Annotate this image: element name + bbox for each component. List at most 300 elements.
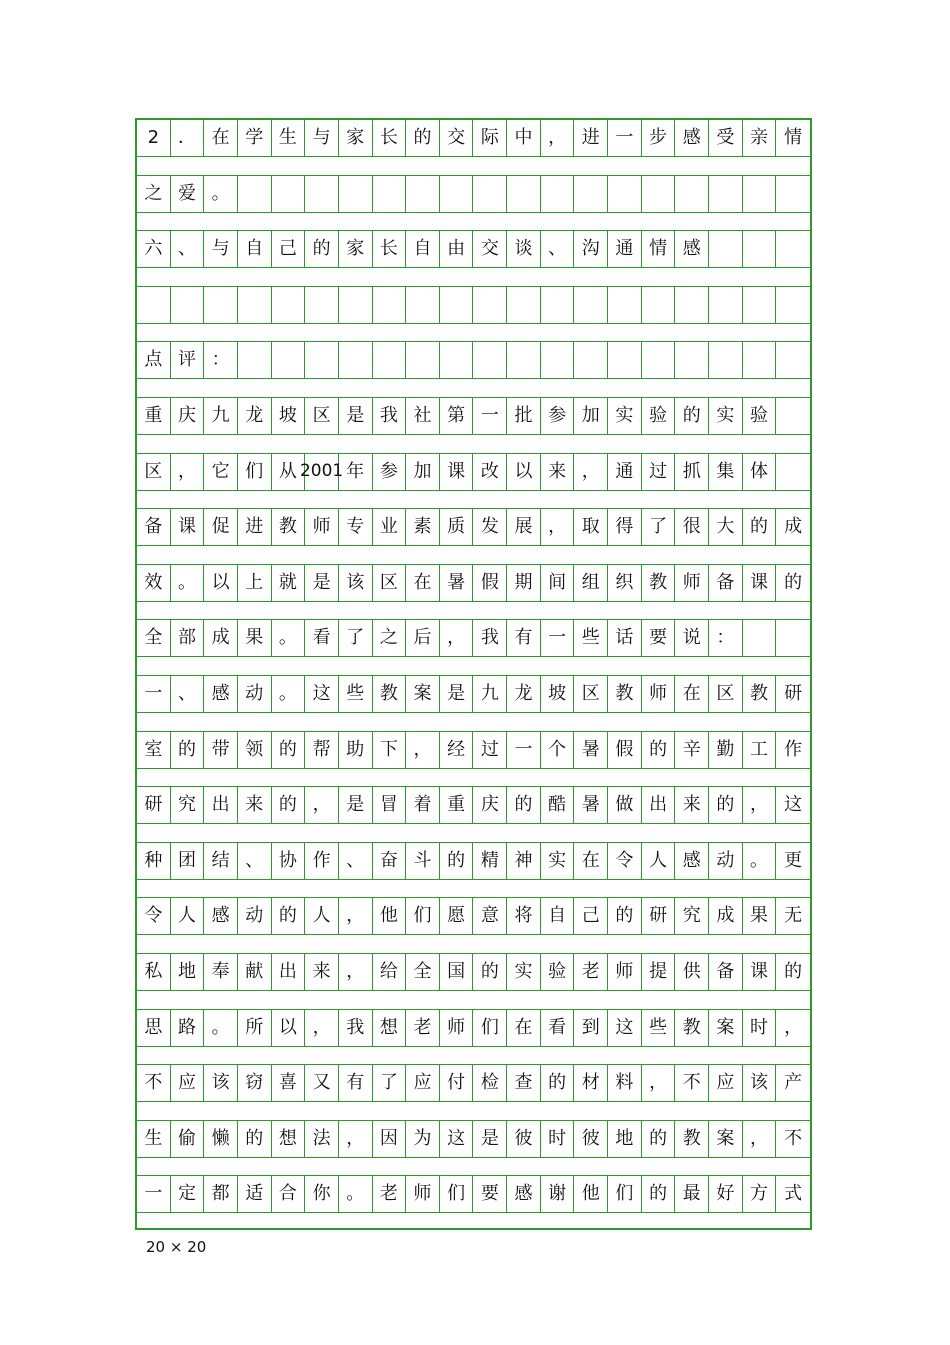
grid-cell: 时 — [541, 1121, 575, 1157]
grid-cell — [440, 342, 474, 378]
grid-cell — [709, 231, 743, 267]
grid-cell — [608, 342, 642, 378]
grid-cell: 参 — [541, 398, 575, 434]
grid-cell: 的 — [709, 787, 743, 823]
grid-cell: 的 — [238, 1121, 272, 1157]
grid-cell: 的 — [474, 954, 508, 990]
grid-cell: 人 — [642, 843, 676, 879]
grid-cell: 感 — [507, 1176, 541, 1212]
grid-cell: 以 — [204, 565, 238, 601]
grid-cell: 冒 — [373, 787, 407, 823]
grid-row — [137, 676, 810, 713]
grid-cell: 愿 — [440, 898, 474, 934]
grid-cell: 下 — [373, 732, 407, 768]
grid-cell: 间 — [541, 565, 575, 601]
grid-cell: 自 — [406, 231, 440, 267]
grid-cell: 中 — [507, 120, 541, 156]
grid-cell: 龙 — [507, 676, 541, 712]
grid-cell: 窃 — [238, 1065, 272, 1101]
grid-cell: 、 — [171, 231, 205, 267]
grid-cell: 看 — [541, 1010, 575, 1046]
grid-cell: 第 — [440, 398, 474, 434]
grid-cell: 因 — [373, 1121, 407, 1157]
grid-cell: 、 — [171, 676, 205, 712]
grid-cell: 它 — [204, 454, 238, 490]
grid-cell: 教 — [642, 565, 676, 601]
grid-cell: 们 — [238, 454, 272, 490]
row-spacer — [137, 991, 810, 1010]
grid-cell: 一 — [608, 120, 642, 156]
grid-cell: 爱 — [171, 176, 205, 212]
grid-cell — [776, 176, 810, 212]
grid-cell — [743, 342, 777, 378]
grid-cell: 都 — [204, 1176, 238, 1212]
grid-cell: 师 — [608, 954, 642, 990]
grid-cell: 感 — [204, 898, 238, 934]
grid-cell — [709, 176, 743, 212]
grid-cell: 了 — [373, 1065, 407, 1101]
grid-cell: 与 — [204, 231, 238, 267]
grid-cell — [440, 176, 474, 212]
grid-cell: 学 — [238, 120, 272, 156]
grid-cell: 暑 — [574, 787, 608, 823]
grid-cell: 、 — [339, 843, 373, 879]
grid-cell: 些 — [642, 1010, 676, 1046]
grid-cell: 取 — [574, 509, 608, 545]
grid-cell: 全 — [137, 620, 171, 656]
grid-cell — [743, 620, 777, 656]
grid-cell — [406, 176, 440, 212]
grid-cell: 令 — [137, 898, 171, 934]
grid-cell: 区 — [574, 676, 608, 712]
row-spacer — [137, 1047, 810, 1066]
grid-cell: 的 — [608, 898, 642, 934]
grid-cell: 专 — [339, 509, 373, 545]
grid-cell: 实 — [709, 398, 743, 434]
grid-cell: 精 — [474, 843, 508, 879]
row-spacer — [137, 157, 810, 176]
grid-cell: 的 — [675, 398, 709, 434]
grid-row — [137, 231, 810, 268]
grid-cell: 实 — [507, 954, 541, 990]
grid-cell: 研 — [642, 898, 676, 934]
row-spacer — [137, 1102, 810, 1121]
grid-cell: 研 — [784, 683, 803, 704]
grid-cell: 献 — [238, 954, 272, 990]
grid-cell — [541, 176, 575, 212]
grid-cell: 自 — [238, 231, 272, 267]
grid-cell: 谈 — [507, 231, 541, 267]
grid-cell: 彼 — [507, 1121, 541, 1157]
grid-cell: 究 — [171, 787, 205, 823]
grid-cell: 假 — [474, 565, 508, 601]
grid-cell: ， — [574, 454, 608, 490]
grid-cell: 过 — [642, 454, 676, 490]
grid-cell: 们 — [440, 1176, 474, 1212]
grid-cell: 情 — [784, 127, 803, 148]
grid-cell: 该 — [204, 1065, 238, 1101]
grid-cell — [474, 342, 508, 378]
grid-cell: 与 — [305, 120, 339, 156]
grid-cell: 之 — [137, 176, 171, 212]
grid-row — [137, 954, 810, 991]
grid-cell: 课 — [743, 565, 777, 601]
grid-cell: 来 — [238, 787, 272, 823]
grid-cell: 些 — [339, 676, 373, 712]
grid-cell: 在 — [507, 1010, 541, 1046]
grid-cell: 备 — [137, 509, 171, 545]
grid-cell: 着 — [406, 787, 440, 823]
row-spacer — [137, 213, 810, 232]
grid-cell: 话 — [608, 620, 642, 656]
grid-cell: 以 — [507, 454, 541, 490]
grid-cell: 六 — [137, 231, 171, 267]
row-spacer — [137, 324, 810, 343]
grid-cell: 亲 — [743, 120, 777, 156]
grid-cell: 奉 — [204, 954, 238, 990]
grid-cell: 的 — [507, 787, 541, 823]
grid-cell: 们 — [608, 1176, 642, 1212]
row-spacer — [137, 880, 810, 899]
grid-cell: 成 — [709, 898, 743, 934]
grid-cell: 一 — [137, 676, 171, 712]
grid-row — [137, 787, 810, 824]
grid-cell: 的 — [171, 732, 205, 768]
grid-cell — [574, 342, 608, 378]
grid-cell: 喜 — [272, 1065, 306, 1101]
grid-cell: 很 — [675, 509, 709, 545]
grid-cell: 了 — [642, 509, 676, 545]
grid-cell: 沟 — [574, 231, 608, 267]
grid-cell — [406, 287, 440, 323]
grid-cell: 的 — [272, 787, 306, 823]
grid-cell: 是 — [305, 565, 339, 601]
grid-cell — [440, 287, 474, 323]
grid-cell: 的 — [272, 732, 306, 768]
grid-cell — [373, 287, 407, 323]
grid-cell: 查 — [507, 1065, 541, 1101]
grid-cell — [272, 342, 306, 378]
row-spacer — [137, 435, 810, 454]
grid-cell: 2001 — [305, 454, 339, 490]
grid-cell — [507, 176, 541, 212]
grid-cell: 集 — [709, 454, 743, 490]
grid-cell: 该 — [339, 565, 373, 601]
grid-row — [137, 120, 810, 157]
grid-cell: 在 — [574, 843, 608, 879]
grid-cell: 付 — [440, 1065, 474, 1101]
grid-cell: ， — [406, 732, 440, 768]
grid-cell — [675, 342, 709, 378]
grid-cell — [776, 620, 810, 656]
grid-cell: 思 — [137, 1010, 171, 1046]
grid-cell: 个 — [541, 732, 575, 768]
grid-cell: 课 — [440, 454, 474, 490]
grid-cell: 案 — [709, 1121, 743, 1157]
grid-cell: 式 — [784, 1183, 803, 1205]
grid-cell: 令 — [608, 843, 642, 879]
grid-cell — [339, 287, 373, 323]
grid-cell: 工 — [743, 732, 777, 768]
grid-cell: 组 — [574, 565, 608, 601]
grid-cell — [776, 231, 810, 267]
grid-cell: 助 — [339, 732, 373, 768]
grid-cell: ， — [339, 954, 373, 990]
grid-cell: 斗 — [406, 843, 440, 879]
row-spacer — [137, 491, 810, 510]
grid-cell — [642, 176, 676, 212]
grid-cell: 有 — [507, 620, 541, 656]
grid-cell: 九 — [204, 398, 238, 434]
grid-cell: 步 — [642, 120, 676, 156]
grid-cell: 以 — [272, 1010, 306, 1046]
grid-cell: 不 — [675, 1065, 709, 1101]
grid-cell: 暑 — [574, 732, 608, 768]
grid-cell: 庆 — [171, 398, 205, 434]
grid-cell: 织 — [608, 565, 642, 601]
grid-cell: 将 — [507, 898, 541, 934]
grid-cell: 果 — [743, 898, 777, 934]
grid-cell: 应 — [406, 1065, 440, 1101]
grid-cell: 得 — [608, 509, 642, 545]
grid-cell: 协 — [272, 843, 306, 879]
grid-cell: 通 — [608, 231, 642, 267]
row-spacer — [137, 546, 810, 565]
grid-cell: 。 — [339, 1176, 373, 1212]
grid-cell: 结 — [204, 843, 238, 879]
grid-cell: 彼 — [574, 1121, 608, 1157]
grid-cell: 坡 — [272, 398, 306, 434]
grid-cell: 地 — [608, 1121, 642, 1157]
grid-cell: 们 — [406, 898, 440, 934]
grid-cell — [743, 176, 777, 212]
grid-cell — [541, 342, 575, 378]
grid-cell: 的 — [440, 843, 474, 879]
grid-cell: 的 — [305, 231, 339, 267]
grid-cell: 感 — [675, 231, 709, 267]
grid-cell: 出 — [272, 954, 306, 990]
grid-cell — [373, 176, 407, 212]
grid-cell: 来 — [305, 954, 339, 990]
grid-cell: 的 — [406, 120, 440, 156]
grid-size-label: 20 × 20 — [146, 1238, 207, 1256]
row-spacer — [137, 1158, 810, 1177]
grid-row — [137, 1010, 810, 1047]
grid-cell: 业 — [373, 509, 407, 545]
grid-cell: 龙 — [238, 398, 272, 434]
grid-cell: 法 — [305, 1121, 339, 1157]
grid-cell: 这 — [440, 1121, 474, 1157]
grid-row — [137, 898, 810, 935]
grid-cell: 老 — [373, 1176, 407, 1212]
grid-cell: 、 — [541, 231, 575, 267]
grid-cell: 室 — [137, 732, 171, 768]
grid-cell — [474, 176, 508, 212]
grid-cell: 实 — [541, 843, 575, 879]
grid-cell: 的 — [272, 898, 306, 934]
grid-cell: 人 — [305, 898, 339, 934]
grid-cell: ， — [541, 120, 575, 156]
grid-cell: 是 — [339, 398, 373, 434]
grid-cell — [776, 454, 810, 490]
grid-cell: ， — [171, 454, 205, 490]
grid-cell: 暑 — [440, 565, 474, 601]
row-spacer — [137, 713, 810, 732]
grid-cell: 课 — [743, 954, 777, 990]
grid-cell: 方 — [743, 1176, 777, 1212]
grid-cell: 素 — [406, 509, 440, 545]
grid-cell — [238, 287, 272, 323]
grid-cell: 交 — [474, 231, 508, 267]
grid-cell: 国 — [440, 954, 474, 990]
grid-cell: 谢 — [541, 1176, 575, 1212]
grid-cell: 坡 — [541, 676, 575, 712]
grid-cell: 了 — [339, 620, 373, 656]
grid-row — [137, 565, 810, 602]
grid-cell: 老 — [574, 954, 608, 990]
grid-cell: ， — [305, 1010, 339, 1046]
grid-cell — [339, 342, 373, 378]
grid-cell: 产 — [784, 1072, 803, 1094]
grid-row — [137, 1121, 810, 1158]
grid-row — [137, 620, 810, 657]
grid-cell: 加 — [574, 398, 608, 434]
grid-cell: 无 — [784, 905, 803, 927]
grid-cell — [675, 287, 709, 323]
grid-cell — [238, 176, 272, 212]
grid-cell: 动 — [238, 898, 272, 934]
grid-cell: 做 — [608, 787, 642, 823]
grid-cell: 不 — [784, 1127, 803, 1149]
grid-cell: 家 — [339, 231, 373, 267]
grid-row — [137, 732, 810, 769]
row-spacer — [137, 379, 810, 398]
grid-cell: 检 — [474, 1065, 508, 1101]
grid-cell: 验 — [743, 398, 777, 434]
grid-cell: 的 — [784, 571, 803, 593]
grid-cell: 供 — [675, 954, 709, 990]
grid-cell: 课 — [171, 509, 205, 545]
grid-cell: 一 — [541, 620, 575, 656]
grid-cell: 想 — [272, 1121, 306, 1157]
grid-cell: 己 — [272, 231, 306, 267]
grid-cell: 。 — [171, 565, 205, 601]
grid-cell: 社 — [406, 398, 440, 434]
grid-cell: 发 — [474, 509, 508, 545]
grid-cell: 期 — [507, 565, 541, 601]
grid-cell: 看 — [305, 620, 339, 656]
grid-cell: 为 — [406, 1121, 440, 1157]
grid-cell: 些 — [574, 620, 608, 656]
grid-cell: 重 — [137, 398, 171, 434]
grid-cell — [642, 287, 676, 323]
grid-cell: 的 — [642, 732, 676, 768]
grid-cell: 的 — [541, 1065, 575, 1101]
grid-row — [137, 1176, 810, 1213]
grid-row — [137, 342, 810, 379]
grid-cell: 生 — [272, 120, 306, 156]
grid-cell: 的 — [642, 1121, 676, 1157]
grid-cell: 参 — [373, 454, 407, 490]
grid-cell: ． — [171, 120, 205, 156]
grid-cell: 出 — [204, 787, 238, 823]
grid-cell — [474, 287, 508, 323]
grid-cell: 。 — [204, 176, 238, 212]
grid-cell: 在 — [406, 565, 440, 601]
grid-cell: 我 — [339, 1010, 373, 1046]
grid-cell — [204, 287, 238, 323]
grid-cell: 交 — [440, 120, 474, 156]
row-spacer — [137, 935, 810, 954]
grid-cell: 批 — [507, 398, 541, 434]
grid-cell: 说 — [675, 620, 709, 656]
grid-cell: 验 — [541, 954, 575, 990]
grid-row — [137, 287, 810, 324]
grid-cell: 这 — [784, 794, 803, 816]
grid-cell — [305, 287, 339, 323]
grid-cell: 的 — [642, 1176, 676, 1212]
grid-cell: 作 — [305, 843, 339, 879]
grid-cell: 全 — [406, 954, 440, 990]
grid-cell: 生 — [137, 1121, 171, 1157]
grid-cell: 酷 — [541, 787, 575, 823]
grid-cell: 区 — [137, 454, 171, 490]
grid-cell: 部 — [171, 620, 205, 656]
grid-cell — [339, 176, 373, 212]
grid-cell: ， — [541, 509, 575, 545]
grid-cell: 来 — [675, 787, 709, 823]
grid-cell: 师 — [406, 1176, 440, 1212]
grid-cell: 九 — [474, 676, 508, 712]
grid-cell: 究 — [675, 898, 709, 934]
grid-cell: 己 — [574, 898, 608, 934]
grid-cell: 上 — [238, 565, 272, 601]
grid-cell: 重 — [440, 787, 474, 823]
grid-cell — [272, 176, 306, 212]
grid-cell: 。 — [272, 676, 306, 712]
grid-cell — [507, 287, 541, 323]
grid-cell: 是 — [440, 676, 474, 712]
grid-cell: 领 — [238, 732, 272, 768]
grid-cell: 应 — [171, 1065, 205, 1101]
grid-cell: 勤 — [709, 732, 743, 768]
grid-cell: 老 — [406, 1010, 440, 1046]
grid-row — [137, 843, 810, 880]
grid-cell: 情 — [642, 231, 676, 267]
grid-cell: 点 — [137, 342, 171, 378]
grid-row — [137, 454, 810, 491]
grid-cell: 受 — [709, 120, 743, 156]
grid-cell: ， — [743, 1121, 777, 1157]
grid-cell — [541, 287, 575, 323]
grid-cell: 家 — [339, 120, 373, 156]
grid-cell: 师 — [440, 1010, 474, 1046]
grid-cell — [373, 342, 407, 378]
grid-cell — [574, 287, 608, 323]
grid-cell: 有 — [339, 1065, 373, 1101]
grid-cell: ， — [743, 787, 777, 823]
row-spacer — [137, 657, 810, 676]
grid-cell: 地 — [171, 954, 205, 990]
grid-cell: 动 — [238, 676, 272, 712]
grid-cell: 备 — [709, 565, 743, 601]
grid-cell: ， — [642, 1065, 676, 1101]
row-spacer — [137, 602, 810, 621]
grid-cell: ， — [305, 787, 339, 823]
grid-cell: 成 — [204, 620, 238, 656]
grid-cell: 不 — [137, 1065, 171, 1101]
grid-cell: 教 — [373, 676, 407, 712]
